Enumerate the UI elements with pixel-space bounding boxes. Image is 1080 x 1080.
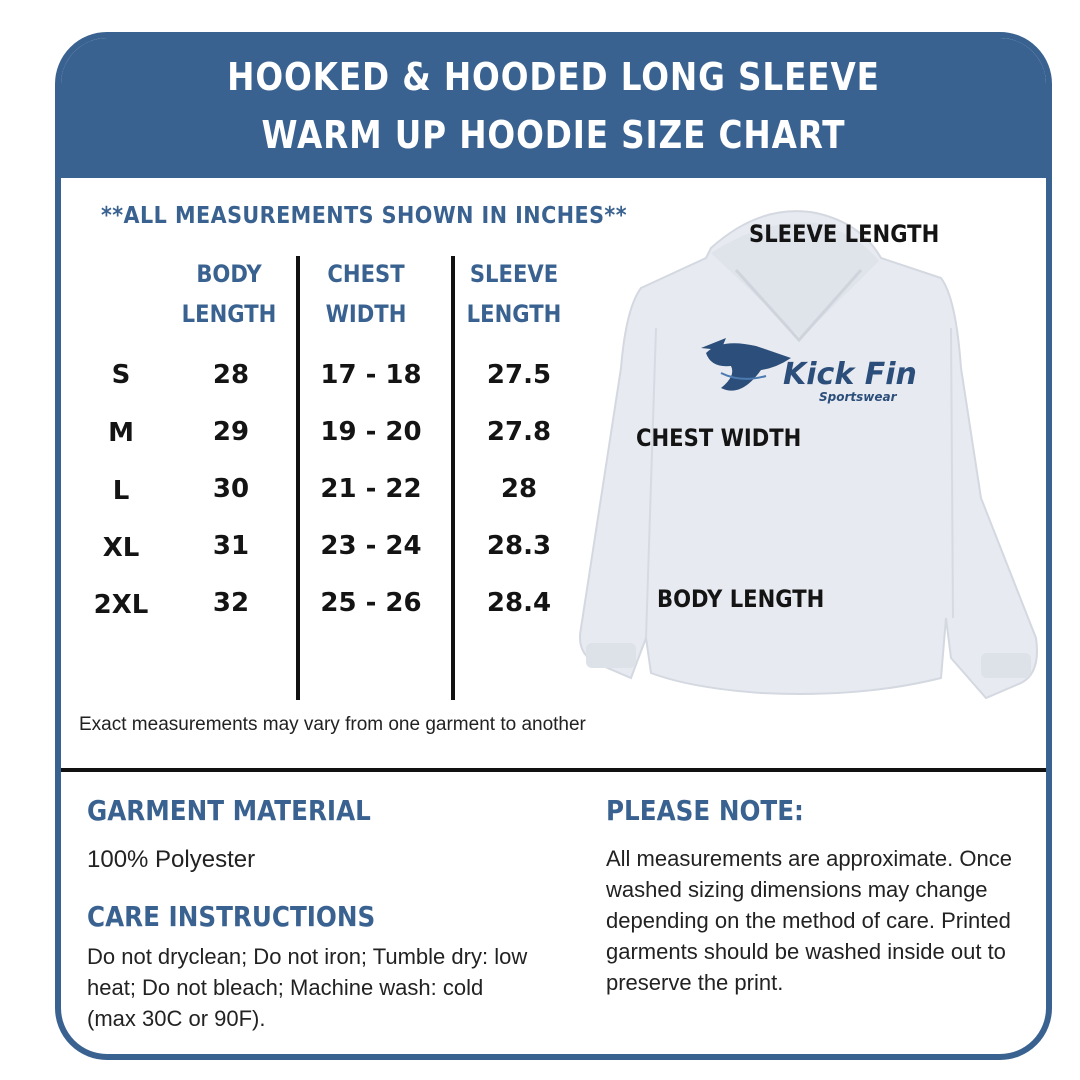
- please-note-title: PLEASE NOTE:: [606, 794, 804, 827]
- column-header-chest-width: CHEST WIDTH: [325, 260, 407, 328]
- sleeve-length-value: 28: [500, 474, 538, 504]
- garment-material-text: 100% Polyester: [87, 846, 256, 873]
- diagram-label-body-length: BODY LENGTH: [657, 585, 825, 613]
- chest-width-value: 25 - 26: [320, 588, 422, 618]
- column-divider: [451, 256, 455, 700]
- garment-material-title: GARMENT MATERIAL: [87, 794, 371, 827]
- chest-width-value: 23 - 24: [320, 531, 422, 561]
- size-label: XL: [102, 533, 140, 563]
- body-length-value: 30: [212, 474, 250, 504]
- size-label: S: [111, 360, 131, 390]
- title-line-1: HOOKED & HOODED LONG SLEEVE: [227, 55, 880, 99]
- diagram-label-chest-width: CHEST WIDTH: [636, 424, 802, 452]
- chest-width-value: 17 - 18: [320, 360, 422, 390]
- size-label: L: [112, 476, 130, 506]
- diagram-label-sleeve-length: SLEEVE LENGTH: [749, 220, 940, 248]
- chest-width-value: 19 - 20: [320, 417, 422, 447]
- sleeve-length-value: 28.3: [486, 531, 552, 561]
- title-banner: [61, 38, 1046, 178]
- logo-main-text: Kick Fin: [783, 357, 917, 392]
- hoodie-right-cuff: [981, 653, 1031, 678]
- measurement-unit-note: **ALL MEASUREMENTS SHOWN IN INCHES**: [101, 203, 627, 229]
- sleeve-length-value: 28.4: [486, 588, 552, 618]
- body-length-value: 32: [212, 588, 250, 618]
- size-chart-card: [55, 32, 1052, 1060]
- size-label: M: [108, 418, 134, 448]
- title-line-2: WARM UP HOODIE SIZE CHART: [261, 113, 846, 157]
- column-header-body-length: BODY LENGTH: [181, 260, 277, 328]
- care-instructions-title: CARE INSTRUCTIONS: [87, 900, 376, 933]
- column-divider: [296, 256, 300, 700]
- column-header-sleeve-length: SLEEVE LENGTH: [466, 260, 562, 328]
- hoodie-illustration: [561, 198, 1051, 718]
- care-instructions-text: Do not dryclean; Do not iron; Tumble dry: low heat; Do not bleach; Machine wash: cold (max 30C or 90F).: [87, 944, 528, 1031]
- measurement-disclaimer: Exact measurements may vary from one garment to another: [79, 714, 586, 735]
- sleeve-length-value: 27.8: [486, 417, 552, 447]
- body-length-value: 28: [212, 360, 250, 390]
- section-divider: [61, 768, 1046, 772]
- hoodie-left-cuff: [586, 643, 636, 668]
- sleeve-length-value: 27.5: [486, 360, 552, 390]
- body-length-value: 31: [212, 531, 250, 561]
- logo-sub-text: Sportswear: [819, 390, 897, 404]
- size-label: 2XL: [93, 590, 149, 620]
- chest-width-value: 21 - 22: [320, 474, 422, 504]
- please-note-text: All measurements are approximate. Once washed sizing dimensions may change depending on the method of care. Printed garments should be washed inside out to preserve the print.: [606, 846, 1012, 995]
- body-length-value: 29: [212, 417, 250, 447]
